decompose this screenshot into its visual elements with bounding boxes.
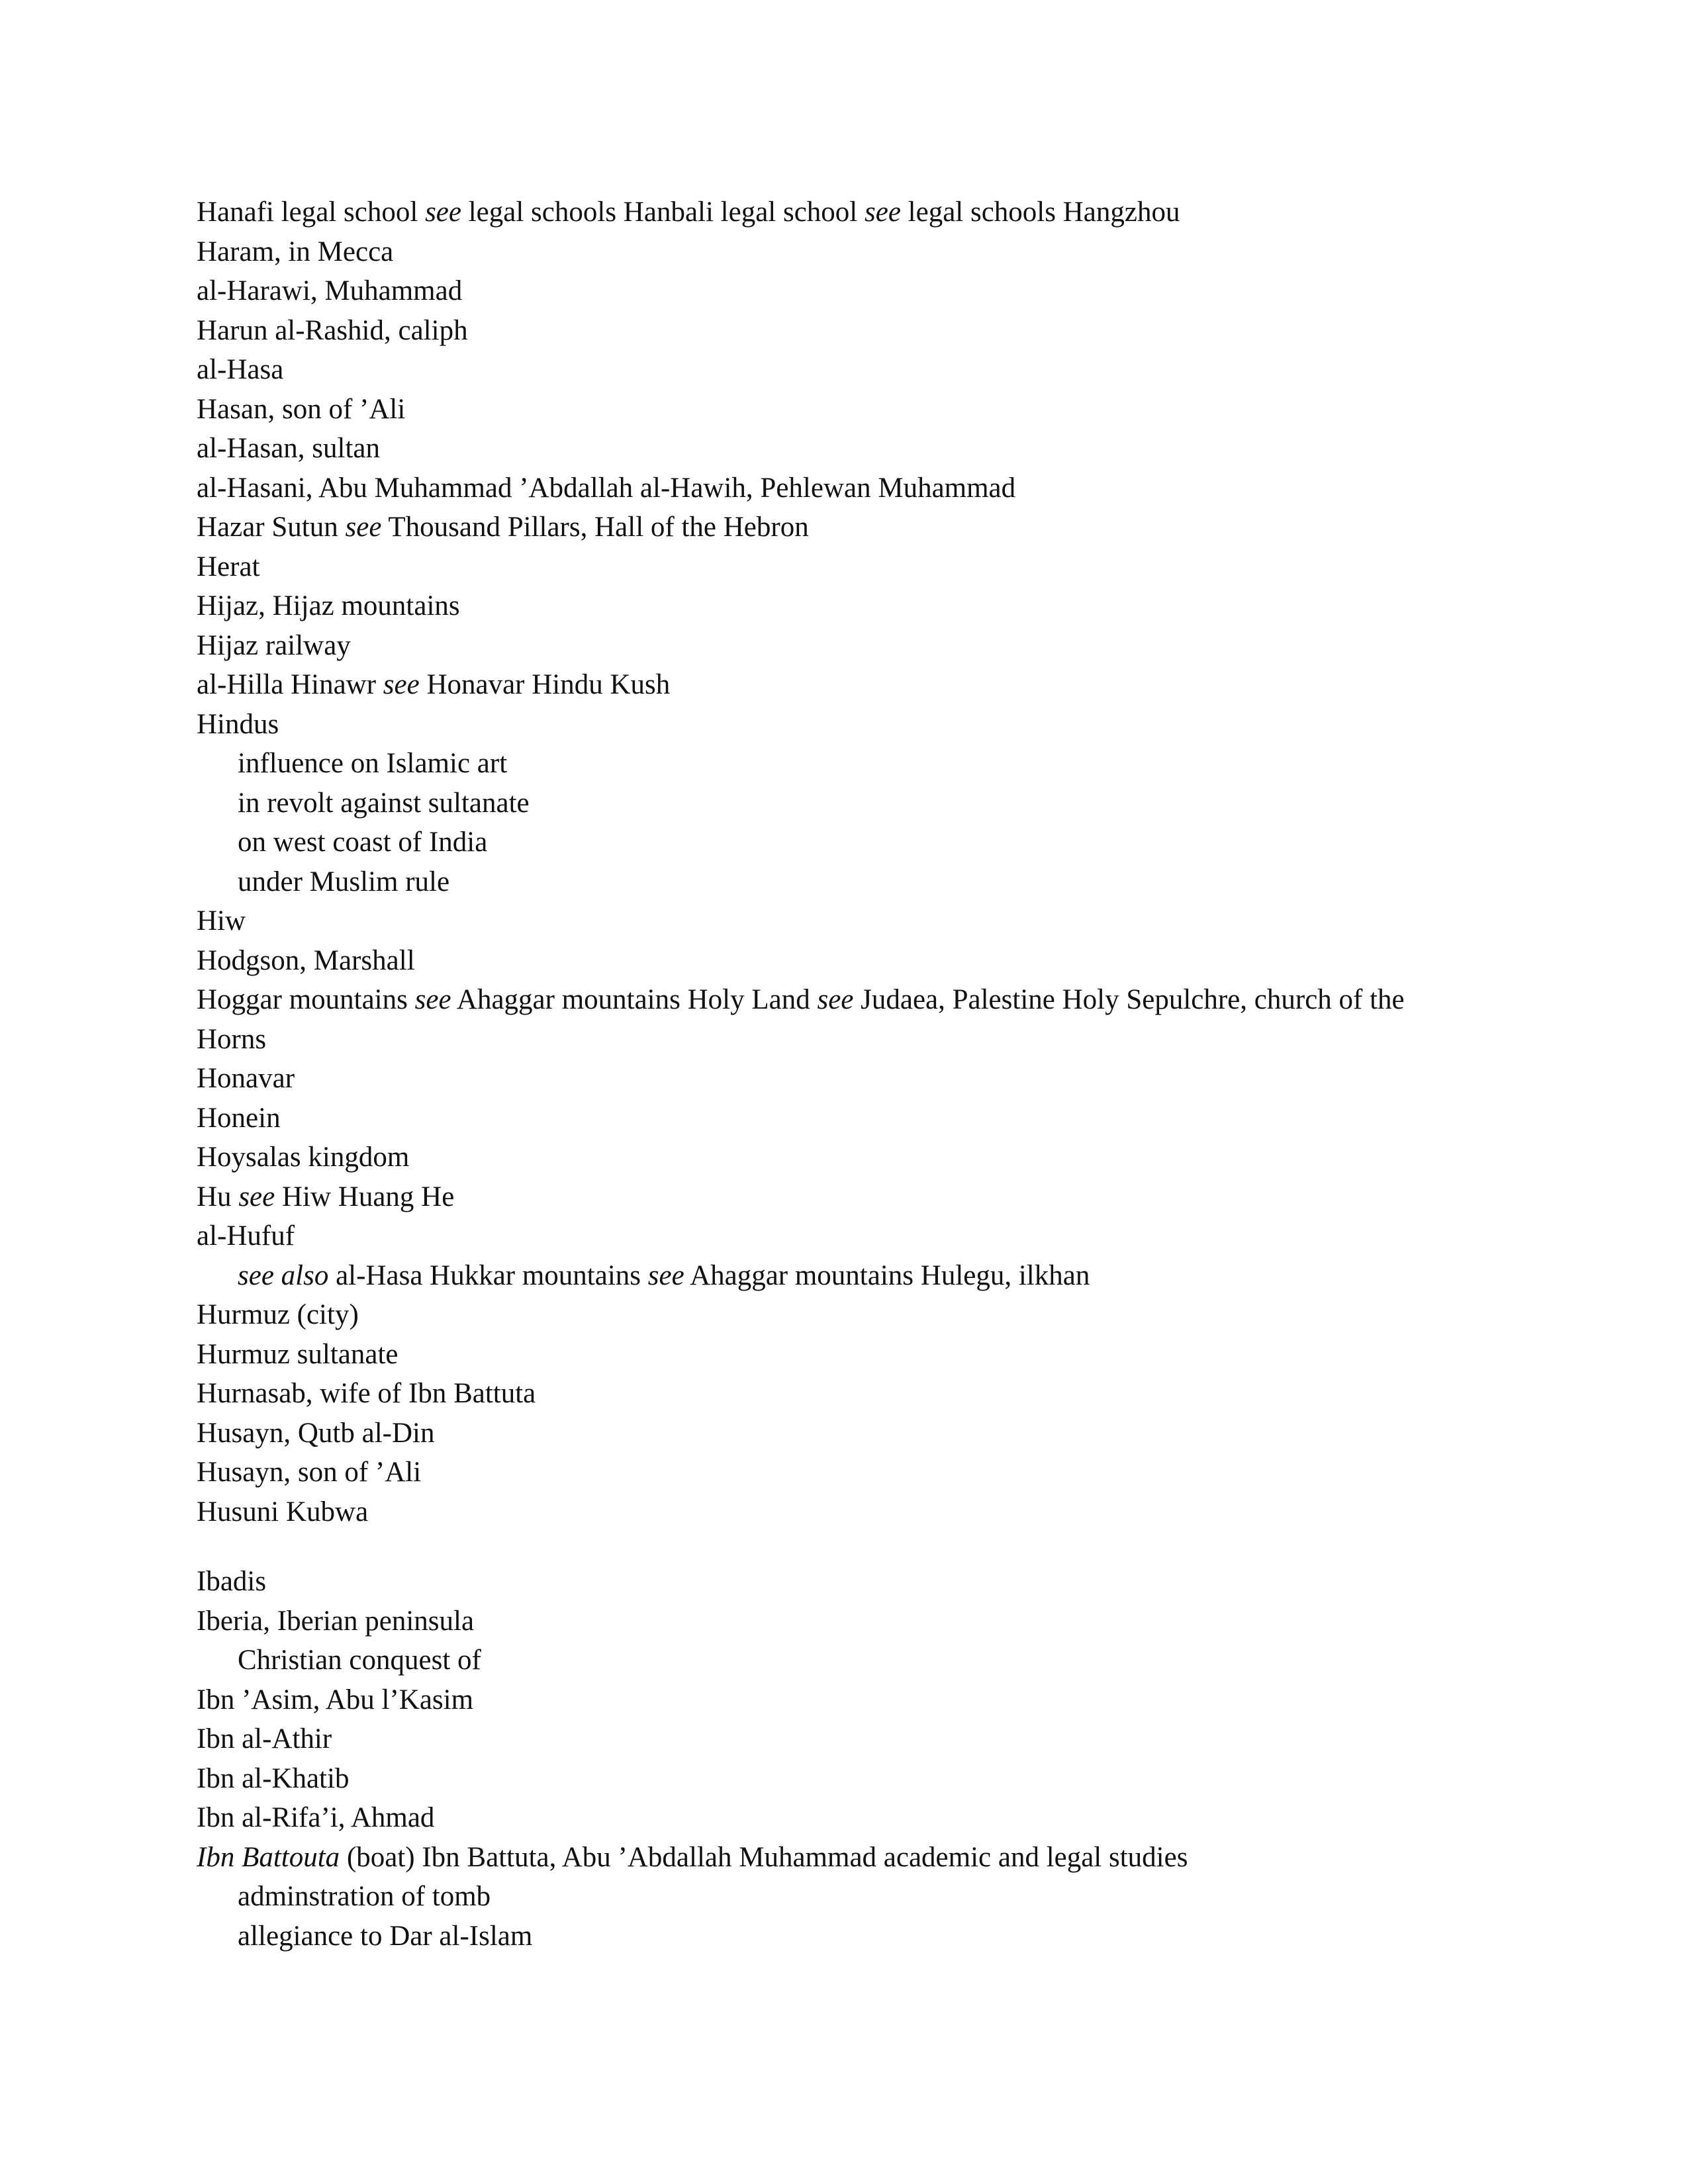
entry-text: al-Hasani, Abu Muhammad ’Abdallah al-Hawih, Pehlewan Muhammad (197, 472, 1016, 504)
entry-text: Horns (197, 1023, 267, 1055)
index-entry (197, 1059, 1521, 1099)
index-entry (197, 1798, 1521, 1838)
italic-text: see (817, 984, 854, 1015)
entry-text: allegiance to Dar al-Islam (238, 1920, 533, 1952)
index-entry (197, 193, 1521, 232)
entry-text: Hiw (197, 905, 246, 936)
index-entry (197, 980, 1521, 1020)
entry-text: Ibn al-Khatib (197, 1762, 350, 1794)
index-subentry (197, 1256, 1521, 1296)
entry-text: Harun al-Rashid, caliph (197, 314, 468, 346)
index-entry (197, 1099, 1521, 1138)
index-entry (197, 469, 1521, 508)
entry-text: Herat (197, 551, 260, 582)
italic-text: Ibn Battouta (197, 1841, 340, 1873)
entry-text: under Muslim rule (238, 866, 450, 897)
index-entry (197, 1492, 1521, 1532)
entry-text: Hoggar mountains (197, 984, 415, 1015)
entry-text: Iberia, Iberian peninsula (197, 1605, 475, 1637)
index-entry (197, 1719, 1521, 1759)
index-entry (197, 1453, 1521, 1492)
italic-text: see (383, 669, 420, 700)
index-entry (197, 508, 1521, 547)
entry-text: Ahaggar mountains Hulegu, ilkhan (684, 1259, 1090, 1291)
entry-text: in revolt against sultanate (238, 787, 530, 819)
entry-text: Hu (197, 1181, 239, 1212)
index-entry (197, 1295, 1521, 1335)
entry-text: Hijaz railway (197, 629, 351, 661)
index-entry (197, 232, 1521, 272)
index-entry (197, 311, 1521, 351)
entry-text: Hiw Huang He (275, 1181, 455, 1212)
entry-text: (boat) Ibn Battuta, Abu ’Abdallah Muhammad academic and legal studies (340, 1841, 1188, 1873)
entry-text: Hasan, son of ’Ali (197, 393, 406, 425)
index-entry (197, 1216, 1521, 1256)
index-entry (197, 1759, 1521, 1799)
index-entry (197, 941, 1521, 981)
entry-text: Husuni Kubwa (197, 1496, 369, 1527)
entry-text: Judaea, Palestine Holy Sepulchre, church of the (853, 984, 1405, 1015)
entry-text: Hurmuz (city) (197, 1299, 359, 1330)
entry-text: Hanafi legal school (197, 197, 426, 228)
index-entry (197, 429, 1521, 469)
index-entry (197, 705, 1521, 745)
entry-text: adminstration of tomb (238, 1881, 491, 1912)
index-entry (197, 586, 1521, 626)
index-entry (197, 547, 1521, 587)
index-entry (197, 1602, 1521, 1641)
index-subentry (197, 1641, 1521, 1680)
entry-text: Hazar Sutun (197, 512, 346, 543)
entry-text: Honavar (197, 1063, 295, 1094)
index-entry (197, 1414, 1521, 1453)
index-subentry (197, 862, 1521, 902)
index-subentry (197, 1877, 1521, 1917)
entry-text: al-Harawi, Muhammad (197, 275, 463, 306)
index-entry (197, 1177, 1521, 1217)
index-entry (197, 901, 1521, 941)
italic-text: see (425, 197, 461, 228)
entry-text: Honavar Hindu Kush (419, 669, 671, 700)
entry-text: Hijaz, Hijaz mountains (197, 590, 460, 621)
entry-text: legal schools Hanbali legal school (461, 197, 865, 228)
section-gap (197, 1531, 1521, 1562)
entry-text: al-Hasa Hukkar mountains (328, 1259, 648, 1291)
entry-text: al-Hufuf (197, 1220, 295, 1251)
entry-text: al-Hasa (197, 354, 284, 385)
entry-text: Ibadis (197, 1566, 267, 1597)
entry-text: Haram, in Mecca (197, 236, 394, 267)
index-entry (197, 350, 1521, 390)
entry-text: al-Hasan, sultan (197, 433, 381, 464)
index-entry (197, 665, 1521, 705)
entry-text: al-Hilla Hinawr (197, 669, 383, 700)
index-entry (197, 1335, 1521, 1375)
entry-text: Ahaggar mountains Holy Land (451, 984, 818, 1015)
entry-text: Husayn, Qutb al-Din (197, 1417, 435, 1449)
entry-text: on west coast of India (238, 827, 488, 858)
index-subentry (197, 784, 1521, 823)
index-column (197, 193, 1521, 1956)
entry-text: Hurnasab, wife of Ibn Battuta (197, 1378, 536, 1409)
italic-text: see (647, 1259, 684, 1291)
index-entry (197, 1680, 1521, 1720)
index-entry (197, 1138, 1521, 1177)
entry-text: Ibn al-Rifa’i, Ahmad (197, 1802, 435, 1833)
italic-text: see (238, 1181, 275, 1212)
index-entry (197, 1020, 1521, 1060)
entry-text: Christian conquest of (238, 1645, 481, 1676)
index-entry (197, 626, 1521, 666)
italic-text: see (414, 984, 451, 1015)
entry-text: legal schools Hangzhou (900, 197, 1180, 228)
entry-text: Hoysalas kingdom (197, 1142, 410, 1173)
index-entry (197, 271, 1521, 311)
index-entry (197, 390, 1521, 430)
entry-text: Hodgson, Marshall (197, 944, 415, 976)
index-subentry (197, 823, 1521, 862)
index-entry (197, 1838, 1521, 1878)
entry-text: Ibn ’Asim, Abu l’Kasim (197, 1684, 474, 1715)
index-subentry (197, 1917, 1521, 1956)
entry-text: Hurmuz sultanate (197, 1338, 399, 1370)
italic-text: see (865, 197, 901, 228)
index-entry (197, 1374, 1521, 1414)
entry-text: Ibn al-Athir (197, 1723, 332, 1754)
entry-text: Thousand Pillars, Hall of the Hebron (381, 512, 809, 543)
entry-text: Hindus (197, 708, 279, 740)
index-subentry (197, 744, 1521, 784)
italic-text: see (345, 512, 382, 543)
entry-text: influence on Islamic art (238, 748, 508, 779)
index-entry (197, 1562, 1521, 1602)
entry-text: Honein (197, 1102, 281, 1134)
italic-text: see also (238, 1259, 329, 1291)
entry-text: Husayn, son of ’Ali (197, 1457, 422, 1488)
